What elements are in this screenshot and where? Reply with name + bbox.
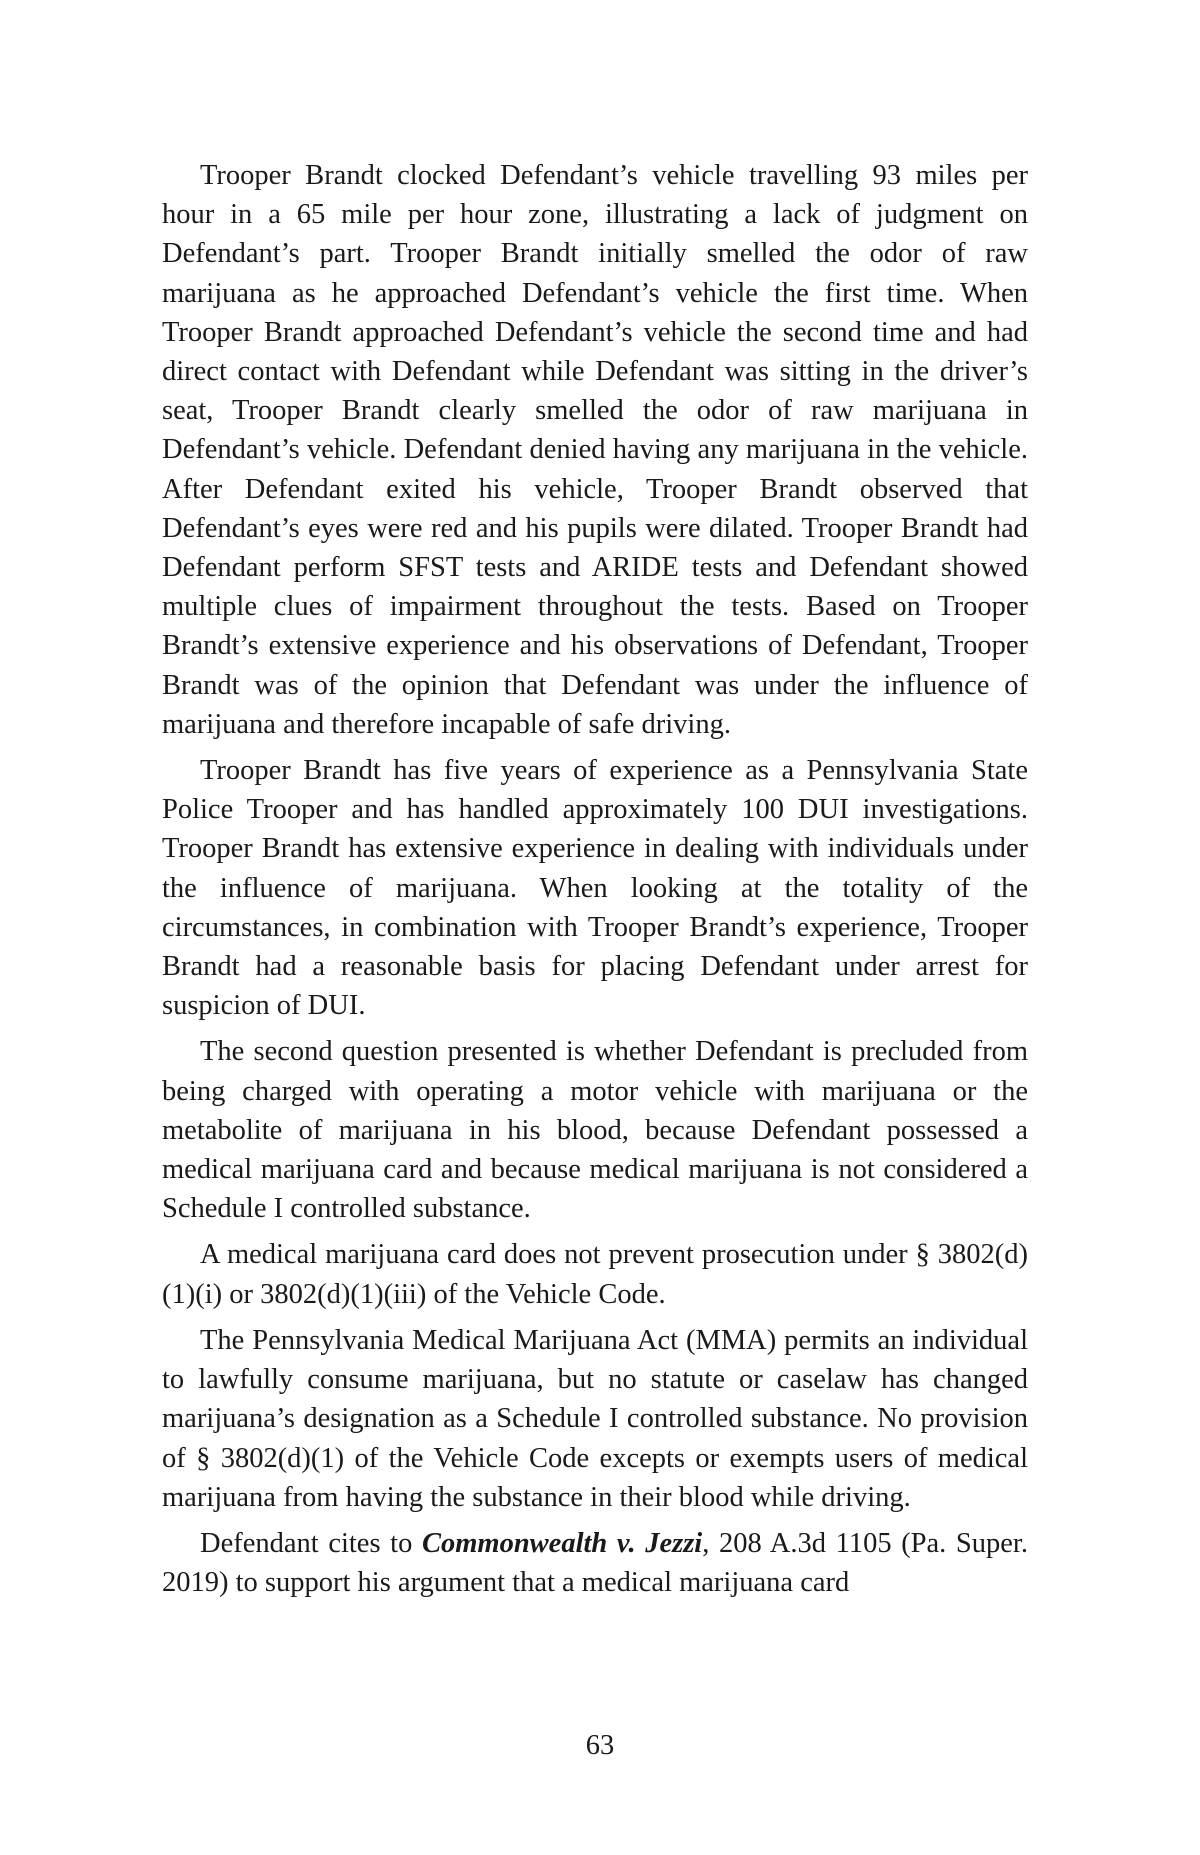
page-number: 63 xyxy=(585,1730,615,1761)
document-body xyxy=(162,156,1028,1609)
paragraph-mma: The Pennsylvania Medical Marijuana Act (MMA) permits an individual to lawfully consume marijuana, but no statute or caselaw has changed marijuana’s designation as a Schedule I controlled substance. No provision of § 3802(d)(1) of the Vehicle Code excepts or exempts users of medical marijuana from having the substance in their blood while driving. xyxy=(162,1324,1028,1513)
paragraph-second-question: The second question presented is whether Defendant is precluded from being charged with operating a motor vehicle with marijuana or the metabolite of marijuana in his blood, because Defendant possessed a medical marijuana card and because medical marijuana is not considered a Schedule I controlled substance. xyxy=(162,1036,1028,1225)
case-name: Commonwealth v. Jezzi xyxy=(421,1527,703,1559)
paragraph-jezzi-citation xyxy=(162,1524,1028,1602)
citation-trailing-text: , 208 A.3d 1105 (Pa. Super. 2019) to support his argument that a medical marijuana card xyxy=(162,1527,1028,1599)
paragraph-trooper-experience: Trooper Brandt has five years of experience as a Pennsylvania State Police Trooper and has handled approximately 100 DUI investigations. Trooper Brandt has extensive experience in dealing with individuals under the influence of marijuana. When looking at the totality of the circumstances, in combination with Trooper Brandt’s experience, Trooper Brandt had a reasonable basis for placing Defendant under arrest for suspicion of DUI. xyxy=(162,755,1028,1022)
paragraph-trooper-observations: Trooper Brandt clocked Defendant’s vehicle travelling 93 miles per hour in a 65 mile per hour zone, illustrating a lack of judgment on Defendant’s part. Trooper Brandt initially smelled the odor of raw marijuana as he approached Defendant’s vehicle the first time. When Trooper Brandt approached Defendant’s vehicle the second time and had direct contact with Defendant while Defendant was sitting in the driver’s seat, Trooper Brandt clearly smelled the odor of raw marijuana in Defendant’s vehicle. Defendant denied having any marijuana in the vehicle. After Defendant exited his vehicle, Trooper Brandt observed that Defendant’s eyes were red and his pupils were dilated. Trooper Brandt had Defendant perform SFST tests and ARIDE tests and Defendant showed multiple clues of impairment throughout the tests. Based on Trooper Brandt’s extensive experience and his observations of Defendant, Trooper Brandt was of the opinion that Defendant was under the influence of marijuana and therefore incapable of safe driving. xyxy=(162,160,1028,740)
citation-lead-text: Defendant cites to xyxy=(200,1527,422,1559)
paragraph-medical-card: A medical marijuana card does not prevent prosecution under § 3802(d)(1)(i) or 3802(d)(1)(iii) of the Vehicle Code. xyxy=(162,1239,1028,1310)
